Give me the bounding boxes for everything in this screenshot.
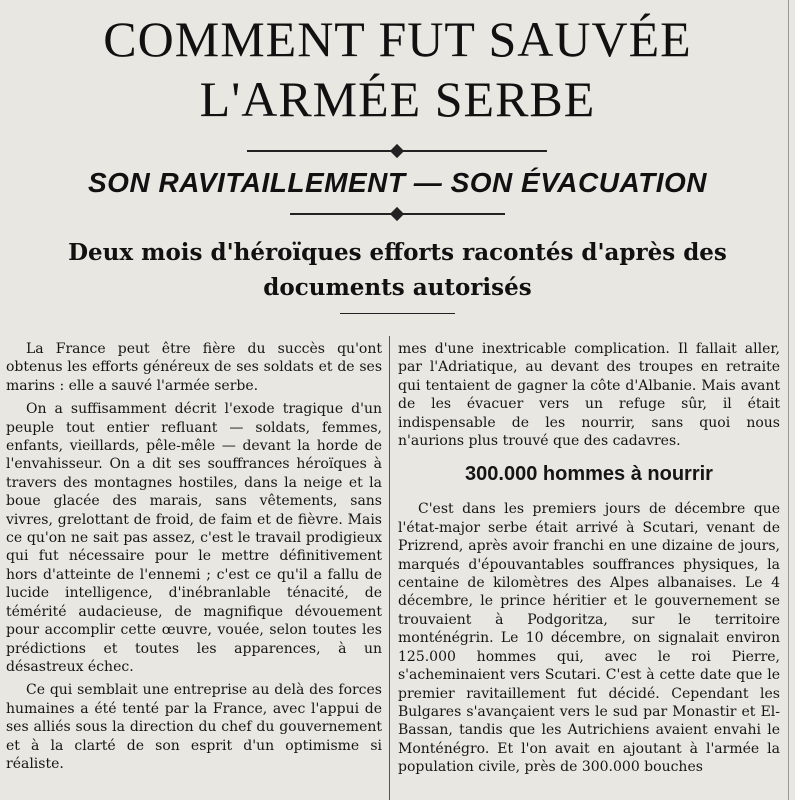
deck-line-2: documents autorisés [263, 274, 532, 301]
ornament-diamond-middle [390, 207, 404, 221]
paragraph: On a suffisamment décrit l'exode tragique d'un peuple tout entier refluant — soldats, femmes, enfants, vieillards, pêle-mêle — devant la horde de l'envahisseur. On a dit ses souffrances héroïques à travers des montagnes hostiles, dans la neige et la boue glacée des marais, sans vêtements, sans vivres, grelottant de froid, de faim et de fièvre. Mais ce qu'on ne sait pas assez, c'est le travail prodigieux qui fut nécessaire pour le mettre définitivement hors d'atteinte de l'ennemi ; c'est ce qu'il a fallu de lucide intelligence, d'inébranlable ténacité, de témérité audacieuse, de magnifique dévouement pour accomplir cette œuvre, vouée, selon toutes les prédictions et toutes les apparences, à un désastreux échec. [6, 401, 382, 675]
page-edge-line [788, 0, 789, 800]
paragraph: C'est dans les premiers jours de décembre que l'état-major serbe était arrivé à Scutari, venant de Prizrend, après avoir franchi en une dizaine de jours, marqués d'épouvantables souffrances physiques, la centaine de kilomètres des Alpes albanaises. Le 4 décembre, le prince héritier et le gouvernement se trouvaient à Podgoritza, sur le territoire monténégrin. Le 10 décembre, on signalait environ 125.000 hommes qui, avec le roi Pierre, s'acheminaient vers Scutari. C'est à cette date que le premier ravitaillement fut décidé. Cependant les Bulgares s'avançaient vers le sud par Monastir et El-Bassan, tandis que les Autrichiens avaient envahi le Monténégro. Et l'on avait en ajoutant à l'armée la population civile, près de 300.000 bouches [398, 501, 780, 776]
deck-line-1: Deux mois d'héroïques efforts racontés d'après des [68, 239, 727, 266]
subheadline: SON RAVITAILLEMENT — SON ÉVACUATION [88, 167, 707, 198]
column-divider [389, 336, 390, 800]
paragraph-continuation: mes d'une inextricable complication. Il fallait aller, par l'Adriatique, au devant des troupes en retraite qui tentaient de gagner la côte d'Albanie. Mais avant de les évacuer vers un refuge sûr, il était indispensable de les nourrir, sans quoi nous n'aurions plus trouvé que des cadavres. [398, 341, 780, 450]
section-heading: 300.000 hommes à nourrir [465, 463, 713, 486]
ornament-diamond-top [390, 144, 404, 158]
article-column-left [6, 340, 382, 778]
headline-line-1: COMMENT FUT SAUVÉE [103, 11, 692, 67]
ornamental-rule-bottom [340, 313, 455, 314]
headline-line-2: L'ARMÉE SERBE [199, 71, 596, 127]
paragraph: Ce qui semblait une entreprise au delà des forces humaines a été tenté par la France, avec l'appui de ses alliés sous la direction du chef du gouvernement et à la clarté de son esprit d'un optimisme si réaliste. [6, 682, 382, 772]
paragraph: La France peut être fière du succès qu'ont obtenus les efforts généreux de ses soldats et de ses marins : elle a sauvé l'armée serbe. [6, 341, 382, 394]
article-column-right [398, 340, 780, 782]
